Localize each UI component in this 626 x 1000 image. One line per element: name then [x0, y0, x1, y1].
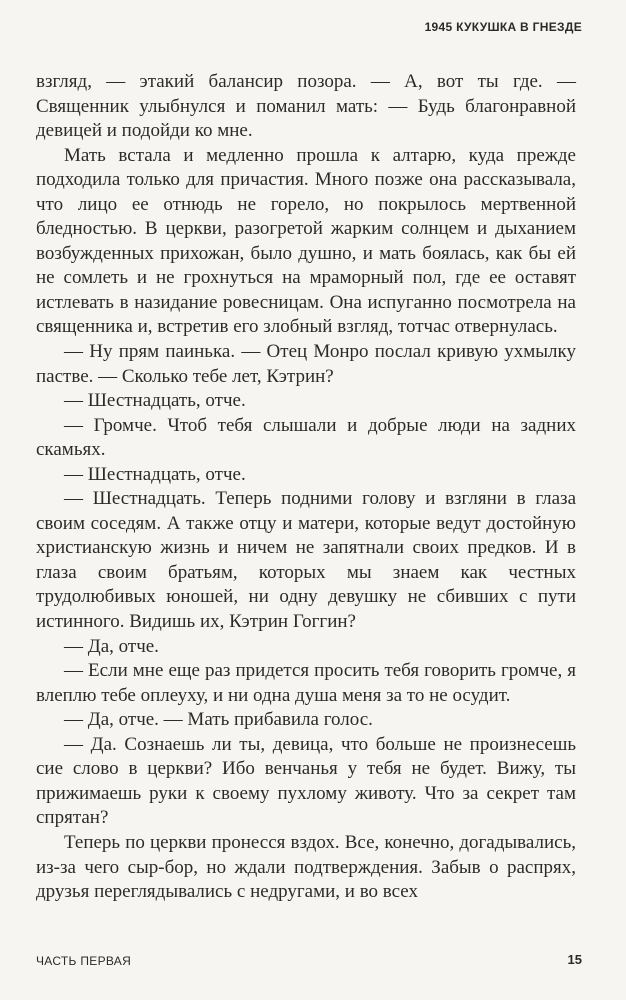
running-head: 1945 КУКУШКА В ГНЕЗДЕ — [424, 20, 582, 34]
paragraph: — Да. Сознаешь ли ты, девица, что больше не произнесешь сие слово в церкви? Ибо венчанья у тебя не будет. Вижу, ты прижимаешь руки к своему пухлому животу. Что за секрет там спрятан? — [36, 733, 576, 829]
paragraph: — Шестнадцать. Теперь подними голову и взгляни в глаза своим соседям. А также отцу и матери, которые ведут достойную христианскую жизнь и ничем не запятнали своих предков. И в глаза своим братьям, которых мы знаем как честных трудолюбивых юношей, ни одну девушку не сбивших с пути истинного. Видишь их, Кэтрин Гоггин? — [36, 488, 576, 633]
paragraph: взгляд, — этакий балансир позора. — А, вот ты где. — Священник улыбнулся и поманил мать: — Будь благонравной девицей и подойди ко мне. — [36, 71, 576, 142]
paragraph: — Громче. Чтоб тебя слышали и добрые люди на задних скамьях. — [36, 414, 576, 461]
section-label: ЧАСТЬ ПЕРВАЯ — [36, 954, 132, 968]
paragraph: Мать встала и медленно прошла к алтарю, куда прежде подходила только для причастия. Много позже она рассказывала, что лицо ее отнюдь не горело, но покрылось мертвенной бледностью. В церкви, разогретой жарким солнцем и дыханием возбужденных прихожан, было душно, и мать боялась, как бы ей не сомлеть и не грохнуться на мраморный пол, где ее оставят истлевать в назидание ровесницам. Она испуганно посмотрела на священника и, встретив его злобный взгляд, тотчас отвернулась. — [36, 144, 576, 338]
paragraph: — Шестнадцать, отче. — [64, 463, 246, 485]
paragraph: — Шестнадцать, отче. — [64, 390, 246, 412]
paragraph: — Да, отче. — Мать прибавила голос. — [64, 709, 373, 731]
paragraph: — Да, отче. — [64, 635, 159, 657]
paragraph: — Если мне еще раз придется просить тебя говорить громче, я влеплю тебе оплеуху, и ни одна душа меня за то не осудит. — [36, 660, 576, 706]
paragraph: Теперь по церкви пронесся вздох. Все, конечно, догадывались, из-за чего сыр-бор, но ждали подтверждения. Забыв о распрях, друзья переглядывались с недругами, и во всех — [36, 831, 576, 903]
page-number: 15 — [567, 952, 582, 967]
paragraph: — Ну прям паинька. — Отец Монро послал кривую ухмылку пастве. — Сколько тебе лет, Кэтрин? — [36, 341, 576, 387]
body-text — [36, 70, 576, 905]
